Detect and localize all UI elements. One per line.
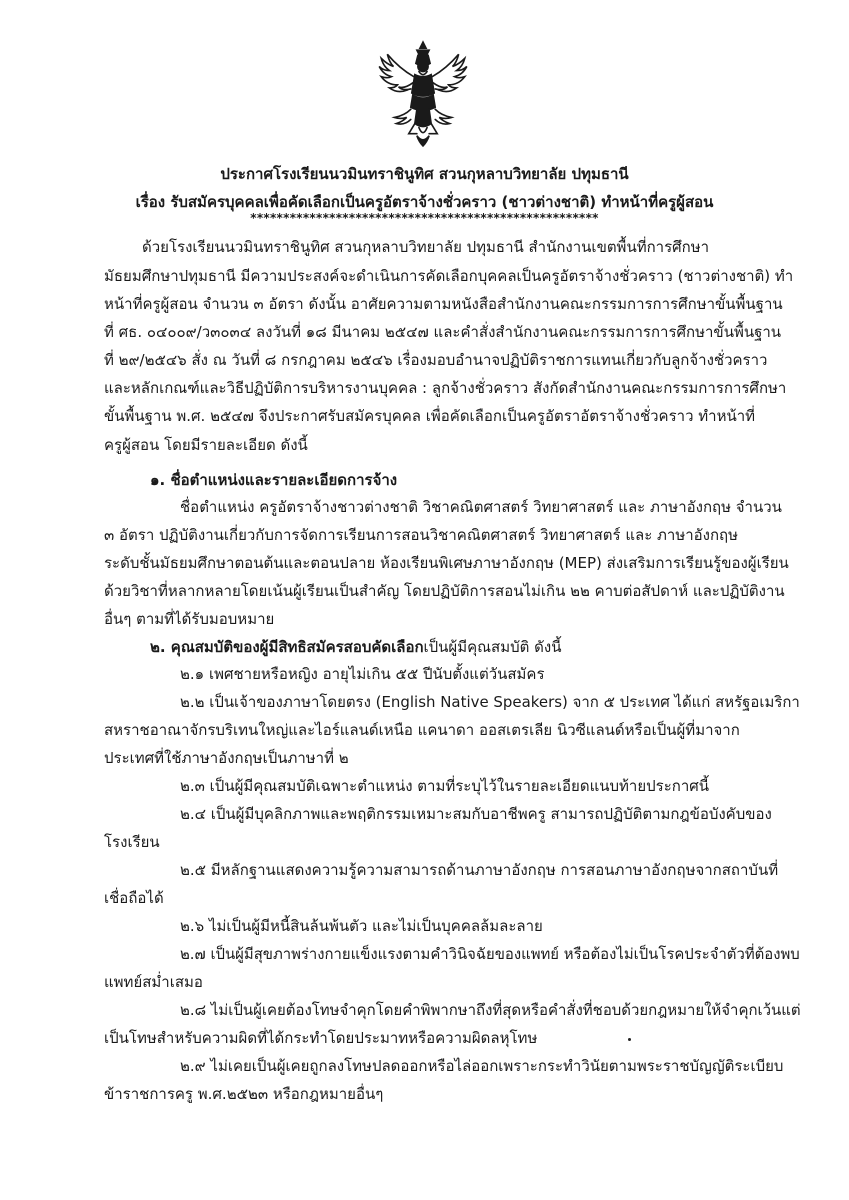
qualification-item: ๒.๒ เป็นเจ้าของภาษาโดยตรง (English Native Speakers) จาก ๕ ประเทศ ได้แก่ สหรัฐอเมริกา	[180, 693, 800, 711]
section-1-heading: ๑. ชื่อตำแหน่งและรายละเอียดการจ้าง	[150, 471, 398, 489]
section-1-line: ๓ อัตรา ปฏิบัติงานเกี่ยวกับการจัดการเรียนการสอนวิชาคณิตศาสตร์ วิทยาศาสตร์ และ ภาษาอังกฤษ	[104, 526, 739, 544]
section-1-line: ชื่อตำแหน่ง ครูอัตราจ้างชาวต่างชาติ วิชาคณิตศาสตร์ วิทยาศาสตร์ และ ภาษาอังกฤษ จำนวน	[180, 498, 782, 516]
qualification-item: แพทย์สม่ำเสมอ	[104, 973, 203, 991]
section-2-heading-rest: เป็นผู้มีคุณสมบัติ ดังนี้	[423, 638, 562, 656]
intro-line: ที่ ศธ. ๐๔๐๐๙/ว๓๐๓๔ ลงวันที่ ๑๘ มีนาคม ๒๕๔๗ และคำสั่งสำนักงานคณะกรรมการการศึกษาขั้นพื้นฐาน	[104, 323, 782, 341]
qualification-item: ๒.๕ มีหลักฐานแสดงความรู้ความสามารถด้านภาษาอังกฤษ การสอนภาษาอังกฤษจากสถาบันที่	[180, 861, 779, 879]
qualification-item: ประเทศที่ใช้ภาษาอังกฤษเป็นภาษาที่ ๒	[104, 749, 349, 767]
intro-line: มัธยมศึกษาปทุมธานี มีความประสงค์จะดำเนินการคัดเลือกบุคคลเป็นครูอัตราจ้างชั่วคราว (ชาวต่างชาติ) ทำ	[104, 267, 794, 285]
announcement-title: ประกาศโรงเรียนนวมินทราชินูทิศ สวนกุหลาบวิทยาลัย ปทุมธานี	[220, 165, 629, 183]
qualification-item: ๒.๔ เป็นผู้มีบุคลิกภาพและพฤติกรรมเหมาะสมกับอาชีพครู สามารถปฏิบัติตามกฎข้อบังคับของ	[180, 805, 772, 823]
qualification-item: ๒.๑ เพศชายหรือหญิง อายุไม่เกิน ๕๕ ปีนับตั้งแต่วันสมัคร	[180, 665, 545, 683]
qualification-item: เชื่อถือได้	[104, 889, 164, 907]
qualification-item: โรงเรียน	[104, 833, 160, 851]
intro-line: หน้าที่ครูผู้สอน จำนวน ๓ อัตรา ดังนั้น อาศัยความตามหนังสือสำนักงานคณะกรรมการการศึกษาขั้นพื้นฐาน	[104, 295, 783, 313]
section-1-line: ระดับชั้นมัธยมศึกษาตอนต้นและตอนปลาย ห้องเรียนพิเศษภาษาอังกฤษ (MEP) ส่งเสริมการเรียนรู้ของผู้เรียน	[104, 554, 789, 572]
qualification-item: ๒.๗ เป็นผู้มีสุขภาพร่างกายแข็งแรงตามคำวินิจฉัยของแพทย์ หรือต้องไม่เป็นโรคประจำตัวที่ต้องพบ	[180, 945, 800, 963]
section-2-heading	[150, 637, 561, 657]
section-2-heading-bold: ๒. คุณสมบัติของผู้มีสิทธิสมัครสอบคัดเลือก	[150, 638, 424, 656]
intro-line: ด้วยโรงเรียนนวมินทราชินูทิศ สวนกุหลาบวิทยาลัย ปทุมธานี สำนักงานเขตพื้นที่การศึกษา	[142, 238, 710, 256]
qualification-item: สหราชอาณาจักรบริเทนใหญ่และไอร์แลนด์เหนือ แคนาดา ออสเตรเลีย นิวซีแลนด์หรือเป็นผู้ที่มาจาก	[104, 721, 740, 739]
intro-line: และหลักเกณฑ์และวิธีปฏิบัติการบริหารงานบุคคล : ลูกจ้างชั่วคราว สังกัดสำนักงานคณะกรรมการการศึกษา	[104, 379, 787, 397]
intro-line: ขั้นพื้นฐาน พ.ศ. ๒๕๔๗ จึงประกาศรับสมัครบุคคล เพื่อคัดเลือกเป็นครูอัตราอัตราจ้างชั่วคราว ทำหน้าที่	[104, 407, 756, 425]
section-1-line: อื่นๆ ตามที่ได้รับมอบหมาย	[104, 610, 275, 628]
intro-line: ครูผู้สอน โดยมีรายละเอียด ดังนี้	[104, 436, 308, 454]
qualification-item: ๒.๓ เป็นผู้มีคุณสมบัติเฉพาะตำแหน่ง ตามที่ระบุไว้ในรายละเอียดแนบท้ายประกาศนี้	[180, 777, 710, 795]
qualification-item: ๒.๖ ไม่เป็นผู้มีหนี้สินล้นพ้นตัว และไม่เป็นบุคคลล้มละลาย	[180, 917, 543, 935]
qualification-item: ๒.๙ ไม่เคยเป็นผู้เคยถูกลงโทษปลดออกหรือไล่ออกเพราะกระทำวินัยตามพระราชบัญญัติระเบียบ	[180, 1057, 784, 1075]
title-separator: *****************************************************	[250, 211, 599, 225]
qualification-item: เป็นโทษสำหรับความผิดที่ได้กระทำโดยประมาทหรือความผิดลหุโทษ	[104, 1029, 538, 1047]
intro-line: ที่ ๒๙/๒๕๔๖ สั่ง ณ วันที่ ๘ กรกฎาคม ๒๕๔๖ เรื่องมอบอำนาจปฏิบัติราชการแทนเกี่ยวกับลูกจ้างชั่วคราว	[104, 351, 768, 369]
qualification-item: ข้าราชการครู พ.ศ.๒๕๒๓ หรือกฎหมายอื่นๆ	[104, 1085, 384, 1103]
section-1-line: ด้วยวิชาที่หลากหลายโดยเน้นผู้เรียนเป็นสำคัญ โดยปฏิบัติการสอนไม่เกิน ๒๒ คาบต่อสัปดาห์ และปฏิบัติงาน	[104, 582, 785, 600]
qualification-item: ๒.๘ ไม่เป็นผู้เคยต้องโทษจำคุกโดยคำพิพากษาถึงที่สุดหรือคำสั่งที่ชอบด้วยกฎหมายให้จำคุกเว้นแต่	[180, 1001, 801, 1019]
garuda-emblem-icon	[372, 38, 474, 150]
scan-speck	[628, 1038, 631, 1041]
announcement-subject: เรื่อง รับสมัครบุคคลเพื่อคัดเลือกเป็นครูอัตราจ้างชั่วคราว (ชาวต่างชาติ) ทำหน้าที่ครูผู้สอน	[135, 193, 714, 211]
